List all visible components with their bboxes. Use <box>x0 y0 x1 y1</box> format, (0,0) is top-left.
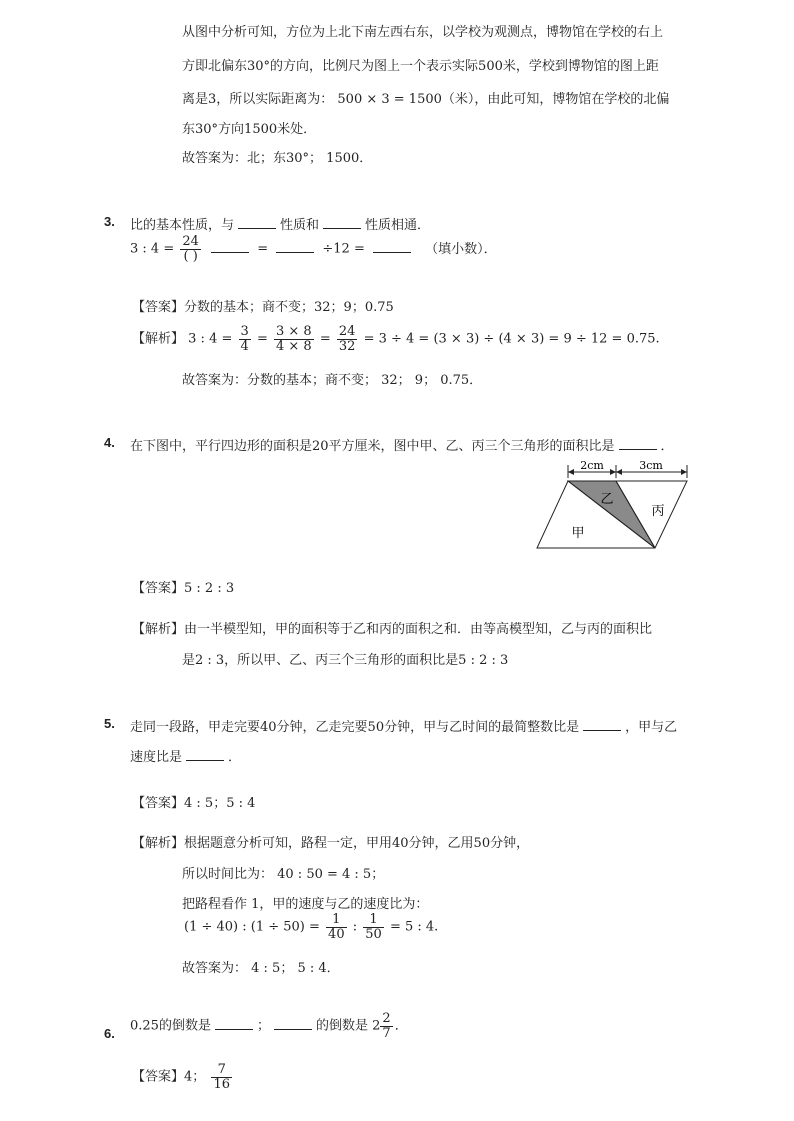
q5-prompt-2: 速度比是 ． <box>130 750 242 765</box>
answer-blank <box>583 718 621 731</box>
q3-analysis: 【解析】 3 : 4 = $\frac{3}{4}$ = $\frac{3 \times 8}{4 \times 8}$ = $\frac{24}{32}$ = 3 ÷ 4 = (3 × 3) ÷ (4 × 3) = 9 ÷ 12 = 0.75. <box>132 324 660 354</box>
q3-answer: 【答案】分数的基本；商不变；32；9；0.75 <box>132 300 394 315</box>
q5-answer: 【答案】4 : 5；5 : 4 <box>132 796 256 811</box>
label-2cm: 2cm <box>580 459 604 472</box>
fraction: $\frac{24}{32}$ <box>338 324 356 354</box>
answer-blank <box>323 216 361 229</box>
q4-answer: 【答案】5 : 2 : 3 <box>132 581 235 596</box>
q5-analysis-2: 所以时间比为： 40 : 50 = 4 : 5； <box>182 867 385 882</box>
q3-conclusion: 故答案为：分数的基本；商不变； 32； 9； 0.75． <box>182 373 483 388</box>
q5-analysis-5: 故答案为： 4 : 5； 5 : 4． <box>182 961 340 976</box>
intro-line-4: 东30°方向1500米处． <box>182 122 317 137</box>
q5-analysis-1: 【解析】根据题意分析可知，路程一定，甲用40分钟，乙用50分钟， <box>132 836 530 851</box>
fraction: $\frac{2}{7}$ <box>382 1011 391 1041</box>
answer-blank <box>276 240 314 253</box>
q4-prompt: 在下图中，平行四边形的面积是20平方厘米，图中甲、乙、丙三个三角形的面积比是 ． <box>130 439 674 454</box>
answer-blank <box>238 216 276 229</box>
fraction: $\frac{24}{( )}$ <box>182 234 199 264</box>
q3-prompt: 比的基本性质，与 性质和 性质相通． <box>130 218 431 233</box>
q4-analysis-1: 【解析】由一半模型知，甲的面积等于乙和丙的面积之和．由等高模型知，乙与丙的面积比 <box>132 622 653 637</box>
fraction: $\frac{3}{4}$ <box>240 324 249 354</box>
q5-analysis-3: 把路程看作 1，甲的速度与乙的速度比为： <box>182 897 429 912</box>
answer-blank <box>186 748 224 761</box>
answer-blank <box>274 1017 312 1030</box>
q4-analysis-2: 是2 : 3，所以甲、乙、丙三个三角形的面积比是5 : 2 : 3 <box>182 653 509 668</box>
label-3cm: 3cm <box>639 459 663 472</box>
question-number-4: 4. <box>104 435 115 450</box>
question-number-5: 5. <box>104 716 115 731</box>
label-bing: 丙 <box>651 504 665 519</box>
intro-line-5: 故答案为：北；东30°； 1500． <box>182 151 373 166</box>
fraction: $\frac{3 \times 8}{4 \times 8}$ <box>275 324 312 354</box>
fraction: $\frac{1}{50}$ <box>365 912 382 942</box>
q5-analysis-4: (1 ÷ 40) : (1 ÷ 50) = $\frac{1}{40}$ : $\frac{1}{50}$ = 5 : 4. <box>184 912 439 942</box>
fraction: $\frac{1}{40}$ <box>328 912 345 942</box>
q5-prompt-1: 走同一段路，甲走完要40分钟，乙走完要50分钟，甲与乙时间的最简整数比是 ，甲与乙 <box>130 720 678 735</box>
intro-line-3: 离是3，所以实际距离为： 500 × 3 = 1500（米），由此可知，博物馆在学校的北偏 <box>182 92 670 107</box>
intro-line-2: 方即北偏东30°的方向，比例尺为图上一个表示实际500米，学校到博物馆的图上距 <box>182 59 659 74</box>
q6-prompt: 0.25的倒数是 ； 的倒数是 2 $\frac{2}{7}$ ． <box>130 1011 408 1041</box>
parallelogram-figure <box>532 456 692 554</box>
q3-expression: 3 : 4 = $\frac{24}{( )}$ = ÷12 = （填小数）． <box>130 234 497 264</box>
question-number-6: 6. <box>104 1026 115 1041</box>
answer-blank <box>211 240 249 253</box>
answer-blank <box>619 437 657 450</box>
fraction: $\frac{7}{16}$ <box>213 1062 230 1092</box>
q6-answer: 【答案】4； $\frac{7}{16}$ <box>132 1062 230 1092</box>
intro-line-1: 从图中分析可知，方位为上北下南左西右东，以学校为观测点，博物馆在学校的右上 <box>182 25 664 40</box>
label-yi: 乙 <box>600 492 614 507</box>
label-jia: 甲 <box>571 526 585 541</box>
question-number-3: 3. <box>104 214 115 229</box>
answer-blank <box>373 240 411 253</box>
answer-blank <box>215 1017 253 1030</box>
